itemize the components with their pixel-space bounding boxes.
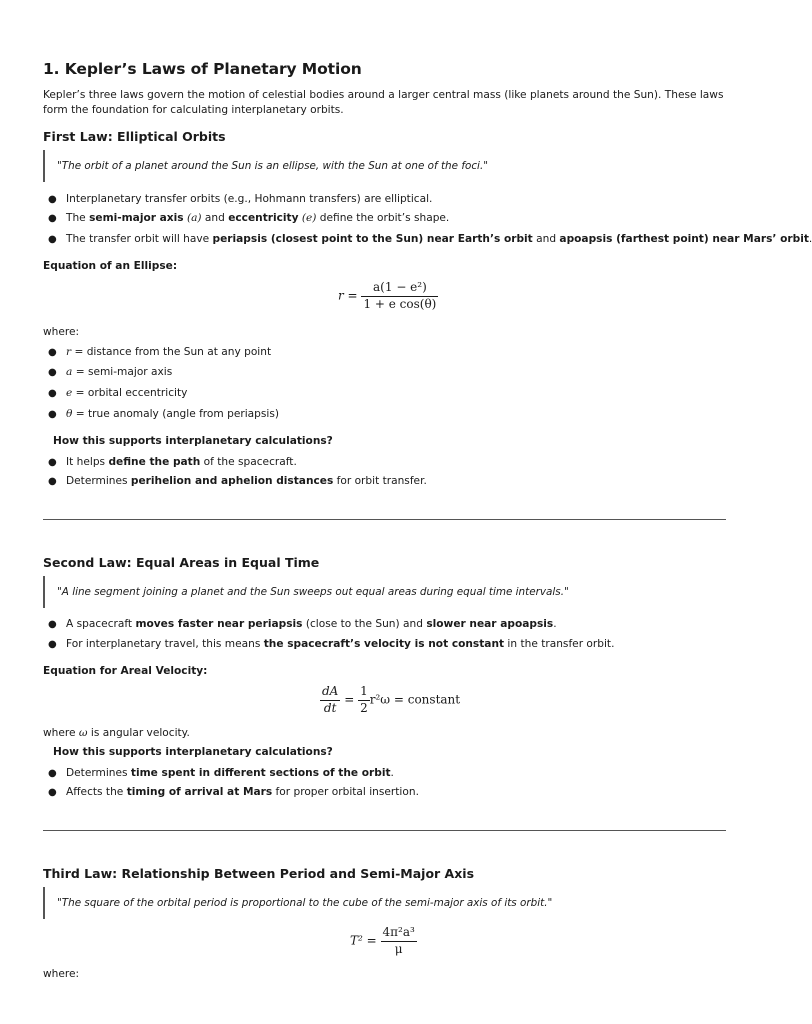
list-item: ● e = orbital eccentricity [48,387,188,399]
list-item: ● It helps define the path of the spacecraft. [48,456,297,468]
areal-equation-label: Equation for Areal Velocity: [43,665,208,677]
where-label: where: [43,326,80,338]
list-item: ● r = distance from the Sun at any point [48,346,272,358]
list-item: ● A spacecraft moves faster near periapsis (close to the Sun) and slower near apoapsis. [48,618,557,630]
list-item: ● The transfer orbit will have periapsis (closest point to the Sun) near Earth’s orbit and apoapsis (farthest point) near Mars’ orbit. [48,233,812,245]
where-label: where: [43,968,80,980]
list-item: ● θ = true anomaly (angle from periapsis) [48,408,279,420]
section-divider [43,830,726,831]
supports-heading: How this supports interplanetary calculations? [53,746,333,758]
period-equation: T² = $\frac{\text{4π²a³}}{\mu}$ [350,925,415,956]
second-law-quote: "A line segment joining a planet and the Sun sweeps out equal areas during equal time intervals." [43,576,737,608]
list-item: ● a = semi-major axis [48,366,173,378]
list-item: ● Determines perihelion and aphelion distances for orbit transfer. [48,475,427,487]
first-law-quote: "The orbit of a planet around the Sun is an ellipse, with the Sun at one of the foci." [43,150,737,182]
supports-heading: How this supports interplanetary calculations? [53,435,333,447]
third-law-heading: Third Law: Relationship Between Period and Semi-Major Axis [43,866,475,881]
ellipse-equation-label: Equation of an Ellipse: [43,260,178,272]
list-item: ● The semi-major axis (a) and eccentricity (e) define the orbit’s shape. [48,212,450,224]
angular-velocity-note: where ω is angular velocity. [43,727,190,739]
third-law-quote: "The square of the orbital period is proportional to the cube of the semi-major axis of its orbit." [43,887,737,919]
section-divider [43,519,726,520]
list-item: ● Determines time spent in different sections of the orbit. [48,767,394,779]
page-title: 1. Kepler’s Laws of Planetary Motion [43,60,362,78]
areal-velocity-equation: $\frac{dA}{dt}$ = $\frac{1}{2}$ r²ω = constant [322,684,461,715]
list-item: ● Interplanetary transfer orbits (e.g., Hohmann transfers) are elliptical. [48,193,433,205]
second-law-heading: Second Law: Equal Areas in Equal Time [43,555,320,570]
list-item: ● For interplanetary travel, this means the spacecraft’s velocity is not constant in the transfer orbit. [48,638,615,650]
list-item: ● Affects the timing of arrival at Mars for proper orbital insertion. [48,786,419,798]
ellipse-equation: r = $\frac{\text{a(1 − e²)}}{\text{1 + e cos(θ)}}$ [338,280,437,311]
first-law-heading: First Law: Elliptical Orbits [43,129,226,144]
intro-paragraph: Kepler’s three laws govern the motion of celestial bodies around a larger central mass (like planets around the Sun). These laws form the foundation for calculating interplanetary orbits. [43,89,724,117]
